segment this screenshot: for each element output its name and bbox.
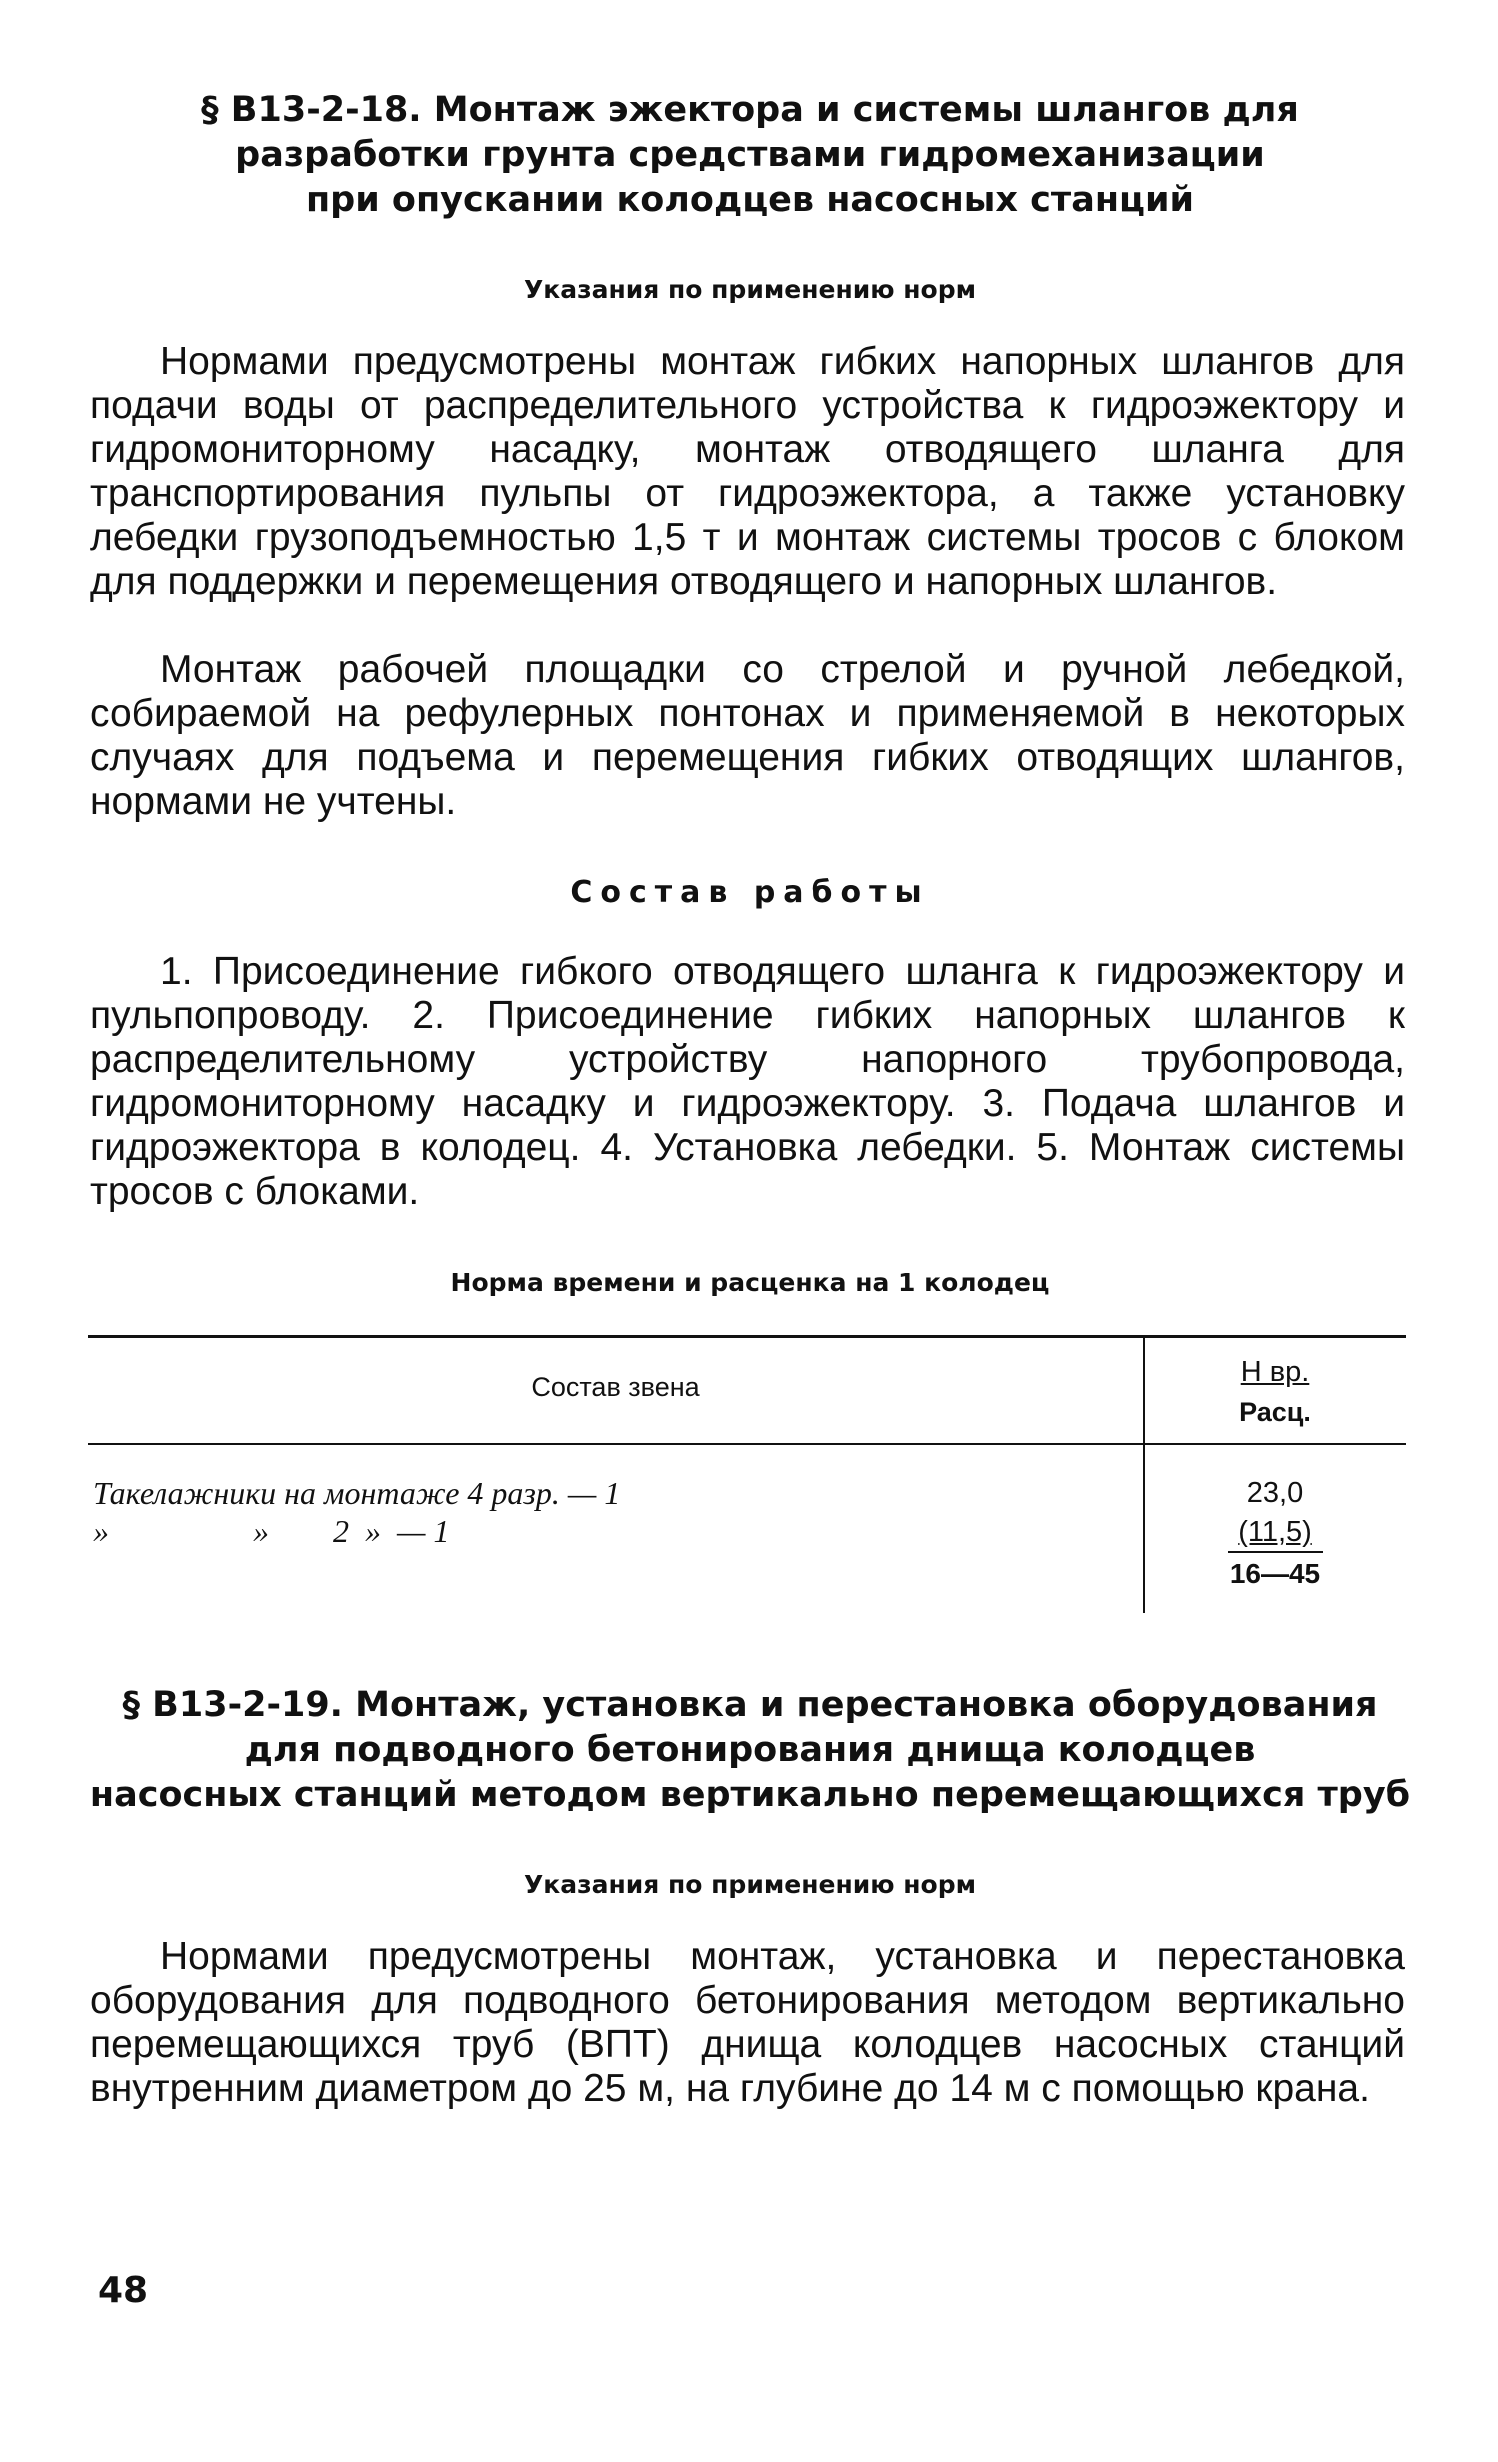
title-line: разработки грунта средствами гидромеханизации: [235, 135, 1265, 175]
page-number: 48: [98, 2270, 149, 2311]
title-line: при опускании колодцев насосных станций: [305, 180, 1195, 220]
norm-sub-value: (11,5): [1238, 1516, 1312, 1548]
table-header-rule: [88, 1443, 1406, 1445]
section-title: [60, 88, 1440, 223]
title-line: насосных станций методом вертикально перемещающихся труб: [89, 1775, 1411, 1815]
table-top-rule: [88, 1335, 1406, 1338]
table-row: Такелажники на монтаже 4 разр. — 1: [93, 1475, 621, 1511]
work-description: 1. Присоединение гибкого отводящего шланга к гидроэжектору и пульпопроводу. 2. Присоединение гибких напорных шлангов к распределительному устройству напорного трубопровода, гидромониторному насадку и гидроэжектору. 3. Подача шлангов и гидроэжектора в колодец. 4. Установка лебедки. 5. Монтаж системы тросов с блоками.: [90, 950, 1405, 1213]
work-heading: Состав работы: [570, 875, 930, 910]
paragraph: Монтаж рабочей площадки со стрелой и ручной лебедкой, собираемой на рефулерных понтонах и применяемой в некоторых случаях для подъема и перемещения гибких отводящих шлангов, нормами не учтены.: [90, 648, 1405, 823]
guidance-heading: Указания по применению норм: [523, 275, 977, 304]
guidance-heading: Указания по применению норм: [523, 1870, 977, 1899]
paragraph: Нормами предусмотрены монтаж гибких напорных шлангов для подачи воды от распределительного устройства к гидроэжектору и гидромониторному насадку, монтаж отводящего шланга для транспортирования пульпы от гидроэжектора, а также установку лебедки грузоподъемностью 1,5 т и монтаж системы тросов с блоком для поддержки и перемещения отводящего и напорных шлангов.: [90, 340, 1405, 603]
table-row: » » 2 » — 1: [93, 1513, 450, 1549]
table-caption: Норма времени и расценка на 1 колодец: [450, 1268, 1050, 1297]
table-header-crew: Состав звена: [531, 1372, 700, 1402]
title-line: § В13-2-19. Монтаж, установка и перестановка оборудования: [122, 1685, 1378, 1725]
norm-value: 23,0: [1246, 1477, 1304, 1509]
section-title: [60, 1683, 1440, 1818]
fraction-rule: [1228, 1551, 1323, 1553]
title-line: § В13-2-18. Монтаж эжектора и системы шлангов для: [201, 90, 1299, 130]
paragraph: Нормами предусмотрены монтаж, установка и перестановка оборудования для подводного бетонирования методом вертикально перемещающихся труб (ВПТ) днища колодцев насосных станций внутренним диаметром до 25 м, на глубине до 14 м с помощью крана.: [90, 1935, 1405, 2110]
table-header-rate: Расц.: [1239, 1397, 1311, 1427]
table-header-norm: Н вр.: [1240, 1356, 1310, 1388]
table-column-rule: [1143, 1335, 1145, 1613]
title-line: для подводного бетонирования днища колодцев: [244, 1730, 1256, 1770]
rate-value: 16—45: [1229, 1558, 1321, 1589]
